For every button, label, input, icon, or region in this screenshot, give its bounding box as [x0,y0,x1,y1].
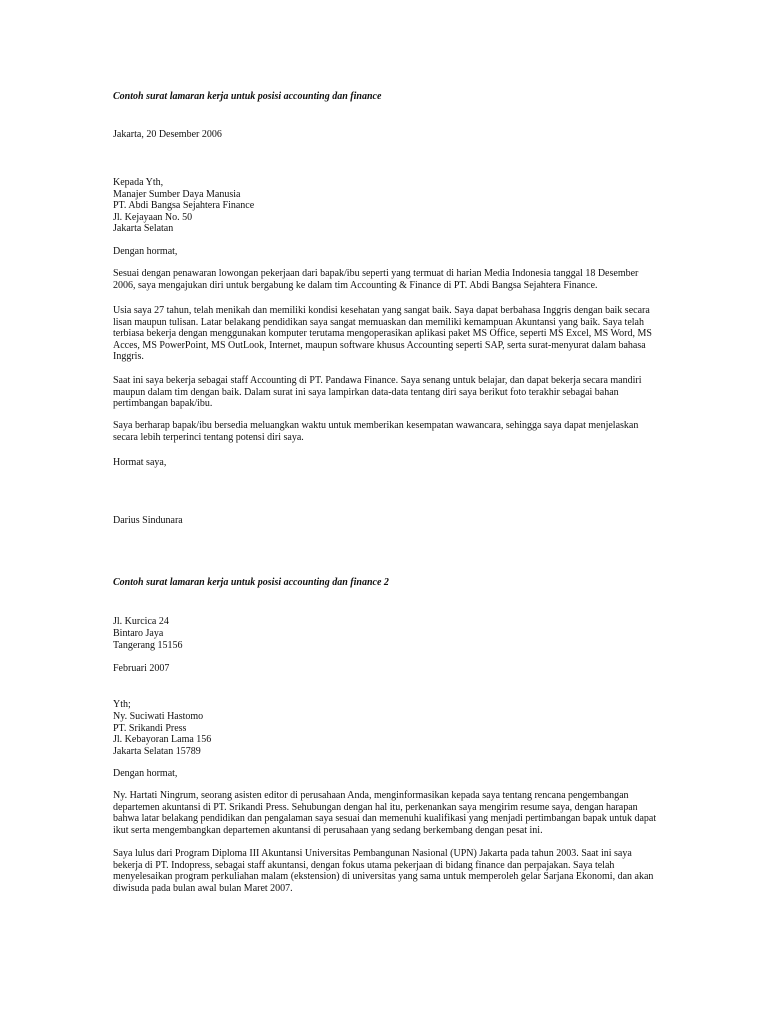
letter2-date: Februari 2007 [113,663,170,674]
letter2-paragraph: Saya lulus dari Program Diploma III Akuntansi Universitas Pembangunan Nasional (UPN) Jakarta pada tahun 2003. Saat ini saya bekerja di PT. Indopress, sebagai staff akuntansi, dengan fokus utama pekerjaan di bidang finance dan perpajakan. Saya telah menyelesaikan program perkuliahan malam (ekstension) di universitas yang sama untuk memperoleh gelar Sarjana Ekonomi, dan akan diwisuda pada bulan awal bulan Maret 2007. [113,848,654,894]
letter1-paragraph: Saya berharap bapak/ibu bersedia meluangkan waktu untuk memberikan kesempatan wawancara, sehingga saya dapat menjelaskan secara lebih terperinci tentang potensi diri saya. [113,420,639,443]
letter1-title: Contoh surat lamaran kerja untuk posisi accounting dan finance [113,91,382,102]
letter1-paragraph: Sesuai dengan penawaran lowongan pekerjaan dari bapak/ibu seperti yang termuat di harian Media Indonesia tanggal 18 Desember 2006, saya mengajukan diri untuk bergabung ke dalam tim Accounting & Finance di PT. Abdi Bangsa Sejahtera Finance. [113,268,639,291]
letter2-recipient-line: Jakarta Selatan 15789 [113,745,201,757]
letter1-signature: Darius Sindunara [113,515,183,526]
letter2-sender-address-line: Tangerang 15156 [113,640,183,651]
letter2-recipient-line: Ny. Suciwati Hastomo [113,711,204,722]
letter2-sender-address-line: Jl. Kurcica 24 [113,616,169,627]
letter1-recipient-line: Jl. Kejayaan No. 50 [113,211,193,223]
letter1-paragraph: Saat ini saya bekerja sebagai staff Accounting di PT. Pandawa Finance. Saya senang untuk belajar, dan dapat bekerja secara mandiri maupun dalam tim dengan baik. Dalam surat ini saya lampirkan data-data tentang diri saya berikut foto terakhir sebagai bahan pertimbangan bapak/ibu. [113,375,642,409]
letter1-paragraph: Usia saya 27 tahun, telah menikah dan memiliki kondisi kesehatan yang sangat baik. Saya dapat berbahasa Inggris dengan baik secara lisan maupun tulisan. Latar belakang pendidikan saya sangat memuaskan dan memiliki kemampuan Akuntansi yang baik. Saya telah terbiasa bekerja dengan menggunakan komputer terutama mengoperasikan aplikasi paket MS Office, seperti MS Excel, MS Word, MS Acces, MS PowerPoint, MS OutLook, Internet, maupun software khusus Accounting seperti SAP, serta surat-menyurat dalam bahasa Inggris. [113,305,652,362]
letter1-recipient-line: PT. Abdi Bangsa Sejahtera Finance [113,200,255,211]
letter2-recipient-line: PT. Srikandi Press [113,722,187,734]
letter1-closing: Hormat saya, [113,457,167,468]
letter1-recipient-line: Kepada Yth, [113,177,164,188]
letter2-greeting: Dengan hormat, [113,768,178,779]
letter1-recipient-line: Jakarta Selatan [113,223,174,234]
letter2-paragraph: Ny. Hartati Ningrum, seorang asisten editor di perusahaan Anda, menginformasikan kepada saya tentang rencana pengembangan departemen akuntansi di PT. Srikandi Press. Sehubungan dengan hal itu, perkenankan saya mengirim resume saya, dengan harapan bahwa latar belakang pendidikan dan pengalaman saya sesuai dan memenuhi kualifikasi yang menjadi pertimbangan bapak untuk dapat ikut serta mengembangkan departemen akuntansi di perusahaan yang sedang berkembang dengan pesat ini. [113,790,657,836]
letter2-recipient-line: Jl. Kebayoran Lama 156 [113,734,212,745]
letter1-greeting: Dengan hormat, [113,246,178,257]
letter2-sender-address-line: Bintaro Jaya [113,628,164,639]
letter1-date: Jakarta, 20 Desember 2006 [113,129,222,140]
letter1-recipient-line: Manajer Sumber Daya Manusia [113,188,241,200]
letter2-title: Contoh surat lamaran kerja untuk posisi accounting dan finance 2 [113,577,389,588]
letter2-recipient-line: Yth; [113,699,131,710]
